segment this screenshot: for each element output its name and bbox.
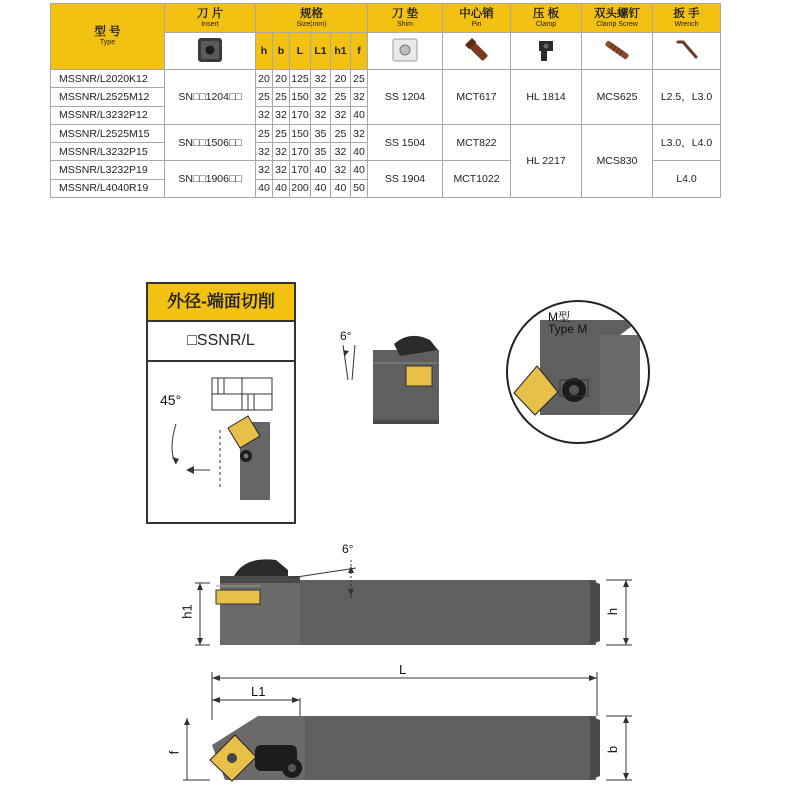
L-cell: 170 (290, 161, 311, 179)
h-cell: 32 (256, 106, 273, 124)
clamp-cell: HL 1814 (511, 70, 582, 125)
L1-cell: 35 (311, 124, 331, 142)
L-cell: 125 (290, 70, 311, 88)
f-label: f (166, 750, 182, 755)
h1-label: h1 (179, 604, 195, 619)
model-cell: MSSNR/L2525M12 (51, 88, 165, 106)
b-cell: 32 (273, 143, 290, 161)
L1-cell: 32 (311, 70, 331, 88)
dim-h1-header: h1 (331, 33, 351, 70)
f-cell: 32 (351, 124, 368, 142)
L1-cell: 40 (311, 161, 331, 179)
wrench-cell: L2.5，L3.0 (653, 70, 721, 125)
b-cell: 32 (273, 161, 290, 179)
legend-title: 外径-端面切削 (148, 284, 294, 322)
h1-cell: 40 (331, 179, 351, 197)
f-cell: 50 (351, 179, 368, 197)
h-cell: 25 (256, 88, 273, 106)
h1-cell: 25 (331, 124, 351, 142)
model-cell: MSSNR/L4040R19 (51, 179, 165, 197)
header-shim: 刀 垫 Shim (368, 4, 443, 33)
L1-cell: 40 (311, 179, 331, 197)
h1-cell: 25 (331, 88, 351, 106)
h-cell: 20 (256, 70, 273, 88)
model-cell: MSSNR/L3232P12 (51, 106, 165, 124)
b-cell: 20 (273, 70, 290, 88)
L1-label: L1 (251, 684, 266, 699)
b-cell: 25 (273, 124, 290, 142)
b-label: b (605, 745, 621, 754)
model-cell: MSSNR/L2020K12 (51, 70, 165, 88)
legend-code: □SSNR/L (148, 322, 294, 362)
L-cell: 200 (290, 179, 311, 197)
header-wrench: 扳 手 Wrench (653, 4, 721, 33)
pin-cell: MCT1022 (443, 161, 511, 198)
shim-cell: SS 1204 (368, 70, 443, 125)
header-insert: 刀 片 Insert (165, 4, 256, 33)
f-cell: 40 (351, 161, 368, 179)
h-cell: 40 (256, 179, 273, 197)
pin-cell: MCT822 (443, 124, 511, 161)
legend-angle: 45° (160, 392, 182, 408)
insert-cell: SN□□1506□□ (165, 124, 256, 161)
screw-cell: MCS625 (582, 70, 653, 125)
b-cell: 40 (273, 179, 290, 197)
wrench-cell: L3.0，L4.0 (653, 124, 721, 161)
h-cell: 25 (256, 124, 273, 142)
side-angle-label: 6° (342, 542, 354, 556)
L-cell: 150 (290, 88, 311, 106)
f-cell: 25 (351, 70, 368, 88)
screw-cell: MCS830 (582, 124, 653, 197)
b-cell: 25 (273, 88, 290, 106)
dim-L1-header: L1 (311, 33, 331, 70)
b-cell: 32 (273, 106, 290, 124)
header-clamp: 压 板 Clamp (511, 4, 582, 33)
h1-cell: 32 (331, 106, 351, 124)
header-size: 规格 Size(mm) (256, 4, 368, 33)
f-cell: 32 (351, 88, 368, 106)
header-pin: 中心销 Pin (443, 4, 511, 33)
L1-cell: 32 (311, 88, 331, 106)
dim-L-header: L (290, 33, 311, 70)
h1-cell: 32 (331, 143, 351, 161)
L-cell: 150 (290, 124, 311, 142)
h-cell: 32 (256, 143, 273, 161)
model-cell: MSSNR/L2525M15 (51, 124, 165, 142)
L-label: L (399, 662, 407, 677)
type-m-en: Type M (548, 322, 588, 336)
type-m-cn: M型 (548, 310, 570, 324)
clamp-cell: HL 2217 (511, 124, 582, 197)
pin-cell: MCT617 (443, 70, 511, 125)
h1-cell: 32 (331, 161, 351, 179)
L-cell: 170 (290, 143, 311, 161)
model-cell: MSSNR/L3232P15 (51, 143, 165, 161)
h-cell: 32 (256, 161, 273, 179)
L1-cell: 35 (311, 143, 331, 161)
model-cell: MSSNR/L3232P19 (51, 161, 165, 179)
header-clamp-screw: 双头螺钉 Clamp Screw (582, 4, 653, 33)
header-type: 型 号 Type (51, 4, 165, 70)
h1-cell: 20 (331, 70, 351, 88)
small-angle-label: 6° (340, 329, 352, 343)
insert-cell: SN□□1906□□ (165, 161, 256, 198)
f-cell: 40 (351, 106, 368, 124)
dim-h-header: h (256, 33, 273, 70)
L1-cell: 32 (311, 106, 331, 124)
shim-cell: SS 1904 (368, 161, 443, 198)
shim-cell: SS 1504 (368, 124, 443, 161)
dim-f-header: f (351, 33, 368, 70)
insert-cell: SN□□1204□□ (165, 70, 256, 125)
L-cell: 170 (290, 106, 311, 124)
wrench-cell: L4.0 (653, 161, 721, 198)
dim-b-header: b (273, 33, 290, 70)
f-cell: 40 (351, 143, 368, 161)
h-label: h (605, 607, 621, 616)
